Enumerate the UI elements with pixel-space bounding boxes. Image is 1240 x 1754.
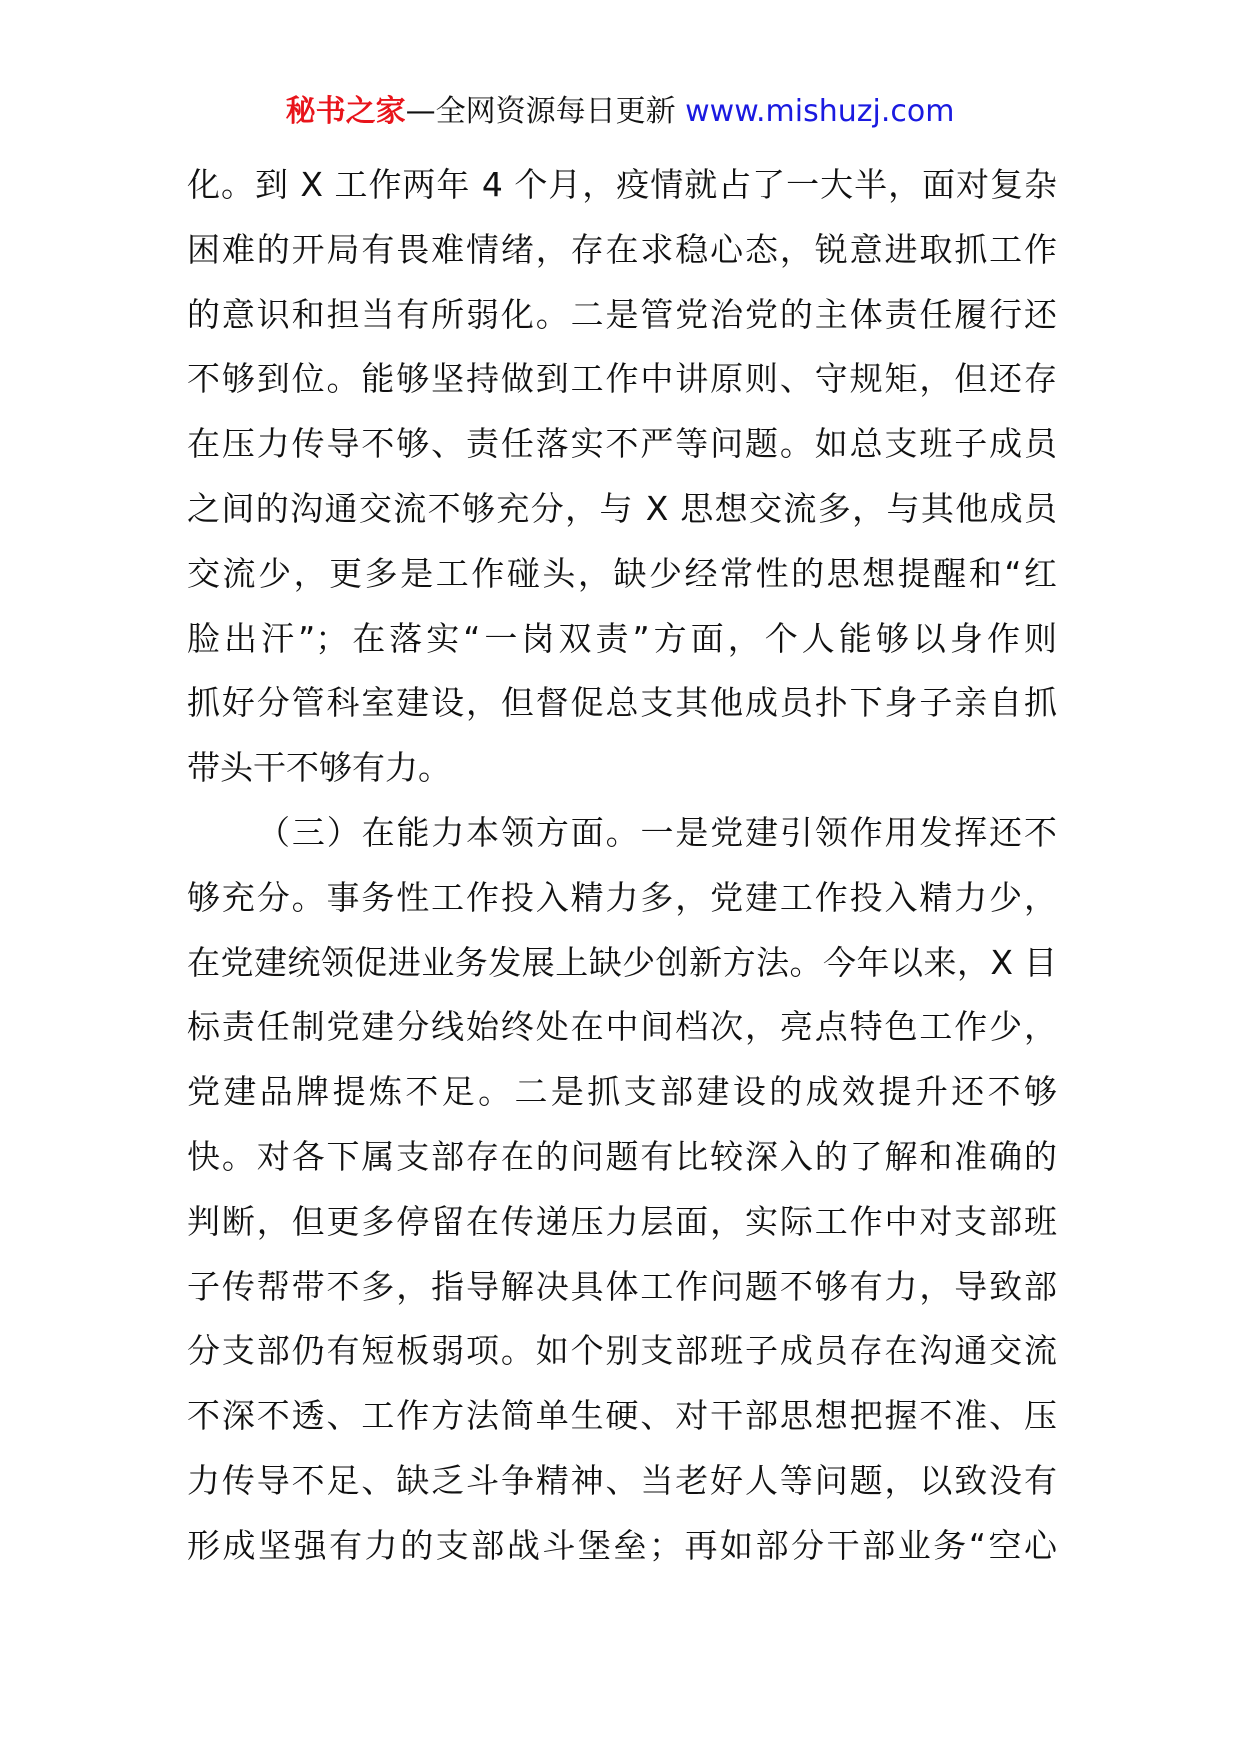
text-line: 标责任制党建分线始终处在中间档次，亮点特色工作少， [187, 1007, 1057, 1047]
document-body [187, 153, 1057, 1579]
text-line: 在压力传导不够、责任落实不严等问题。如总支班子成员 [187, 424, 1057, 464]
brand-name: 秘书之家 [285, 94, 406, 129]
site-tagline: —全网资源每日更新 [405, 94, 676, 129]
text-line: 在党建统领促进业务发展上缺少创新方法。今年以来，X 目 [187, 942, 1057, 982]
text-line: 不深不透、工作方法简单生硬、对干部思想把握不准、压 [187, 1396, 1057, 1436]
text-line: 之间的沟通交流不够充分，与 X 思想交流多，与其他成员 [187, 488, 1057, 528]
section-heading-line: （三）在能力本领方面。一是党建引领作用发挥还不 [257, 812, 1057, 852]
text-line: 困难的开局有畏难情绪，存在求稳心态，锐意进取抓工作 [187, 229, 1057, 269]
paragraph-end-line: 带头干不够有力。 [187, 748, 451, 788]
site-url: www.mishuzj.com [685, 94, 955, 129]
text-line: 形成坚强有力的支部战斗堡垒；再如部分干部业务“空心 [187, 1525, 1057, 1565]
text-line: 不够到位。能够坚持做到工作中讲原则、守规矩，但还存 [187, 359, 1057, 399]
text-line: 力传导不足、缺乏斗争精神、当老好人等问题，以致没有 [187, 1460, 1057, 1500]
text-line: 抓好分管科室建设，但督促总支其他成员扑下身子亲自抓 [187, 683, 1057, 723]
text-line: 判断，但更多停留在传递压力层面，实际工作中对支部班 [187, 1201, 1057, 1241]
text-line: 快。对各下属支部存在的问题有比较深入的了解和准确的 [187, 1136, 1057, 1176]
text-line: 脸出汗”；在落实“一岗双责”方面，个人能够以身作则 [187, 618, 1057, 658]
text-line: 交流少，更多是工作碰头，缺少经常性的思想提醒和“红 [187, 553, 1057, 593]
text-line: 分支部仍有短板弱项。如个别支部班子成员存在沟通交流 [187, 1331, 1057, 1371]
text-line: 化。到 X 工作两年 4 个月，疫情就占了一大半，面对复杂 [187, 165, 1057, 204]
text-line: 够充分。事务性工作投入精力多，党建工作投入精力少， [187, 877, 1057, 917]
text-line: 党建品牌提炼不足。二是抓支部建设的成效提升还不够 [187, 1072, 1057, 1112]
text-line: 的意识和担当有所弱化。二是管党治党的主体责任履行还 [187, 294, 1057, 334]
site-header [0, 92, 1240, 132]
text-line: 子传帮带不多，指导解决具体工作问题不够有力，导致部 [187, 1266, 1057, 1306]
